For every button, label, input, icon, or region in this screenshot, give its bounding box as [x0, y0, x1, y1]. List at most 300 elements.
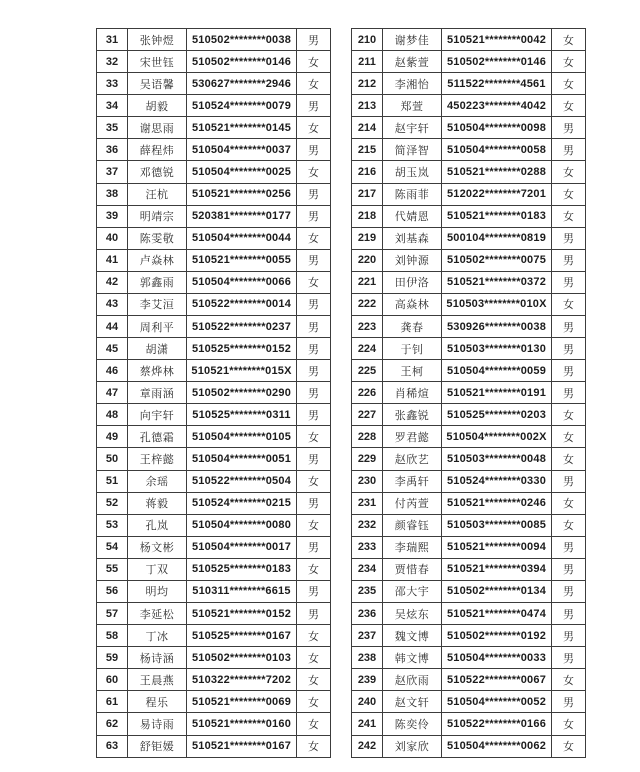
id-number: 510504********0080: [187, 514, 297, 536]
student-name: 谢思雨: [128, 117, 187, 139]
id-number: 510525********0167: [187, 625, 297, 647]
gender-value: 女: [552, 161, 586, 183]
table-row: [97, 448, 331, 470]
id-number: 511522********4561: [442, 73, 552, 95]
student-name: 张鑫锐: [383, 404, 442, 426]
student-name: 蔡烨林: [128, 360, 187, 382]
table-row: [97, 691, 331, 713]
row-number: 54: [97, 536, 128, 558]
row-number: 229: [352, 448, 383, 470]
student-name: 胡毅: [128, 95, 187, 117]
row-number: 236: [352, 603, 383, 625]
gender-value: 女: [552, 448, 586, 470]
id-number: 510524********0215: [187, 492, 297, 514]
row-number: 42: [97, 271, 128, 293]
gender-value: 男: [297, 536, 331, 558]
gender-value: 男: [552, 558, 586, 580]
id-number: 510502********0146: [442, 51, 552, 73]
id-number: 510322********7202: [187, 669, 297, 691]
row-number: 39: [97, 205, 128, 227]
row-number: 60: [97, 669, 128, 691]
table-row: [97, 227, 331, 249]
table-row: [352, 73, 586, 95]
gender-value: 女: [552, 514, 586, 536]
row-number: 211: [352, 51, 383, 73]
row-number: 43: [97, 293, 128, 315]
table-row: [352, 360, 586, 382]
student-name: 杨诗涵: [128, 647, 187, 669]
student-name: 罗君懿: [383, 426, 442, 448]
id-number: 510504********0033: [442, 647, 552, 669]
table-row: [352, 227, 586, 249]
id-number: 510502********0103: [187, 647, 297, 669]
student-name: 李艾洹: [128, 293, 187, 315]
student-name: 程乐: [128, 691, 187, 713]
gender-value: 女: [297, 647, 331, 669]
id-number: 520381********0177: [187, 205, 297, 227]
gender-value: 女: [297, 669, 331, 691]
row-number: 63: [97, 735, 128, 758]
student-name: 贾惜春: [383, 558, 442, 580]
gender-value: 男: [552, 338, 586, 360]
gender-value: 女: [297, 227, 331, 249]
student-name: 易诗雨: [128, 713, 187, 735]
row-number: 224: [352, 338, 383, 360]
student-name: 龚春: [383, 316, 442, 338]
row-number: 61: [97, 691, 128, 713]
id-number: 510521********0394: [442, 558, 552, 580]
row-number: 234: [352, 558, 383, 580]
id-number: 510521********0183: [442, 205, 552, 227]
student-name: 王柯: [383, 360, 442, 382]
id-number: 510522********0237: [187, 316, 297, 338]
roster-table-left: [96, 28, 331, 758]
roster-tables-container: [96, 28, 586, 758]
table-row: [97, 360, 331, 382]
student-name: 吴语馨: [128, 73, 187, 95]
student-name: 于钊: [383, 338, 442, 360]
gender-value: 男: [552, 470, 586, 492]
row-number: 223: [352, 316, 383, 338]
gender-value: 男: [552, 316, 586, 338]
gender-value: 女: [552, 735, 586, 758]
student-name: 李禹轩: [383, 470, 442, 492]
gender-value: 男: [552, 647, 586, 669]
table-row: [352, 647, 586, 669]
id-number: 510521********0152: [187, 603, 297, 625]
table-row: [97, 580, 331, 602]
student-name: 代婧恩: [383, 205, 442, 227]
table-row: [97, 338, 331, 360]
table-row: [97, 293, 331, 315]
table-row: [352, 448, 586, 470]
gender-value: 男: [552, 382, 586, 404]
gender-value: 男: [297, 580, 331, 602]
table-row: [352, 316, 586, 338]
table-row: [352, 29, 586, 51]
table-row: [352, 691, 586, 713]
id-number: 510502********0134: [442, 580, 552, 602]
table-row: [352, 95, 586, 117]
id-number: 510504********0037: [187, 139, 297, 161]
row-number: 45: [97, 338, 128, 360]
row-number: 37: [97, 161, 128, 183]
roster-table-right: [351, 28, 586, 758]
student-name: 简泽智: [383, 139, 442, 161]
table-row: [97, 29, 331, 51]
table-row: [97, 625, 331, 647]
table-row: [97, 382, 331, 404]
student-name: 周利平: [128, 316, 187, 338]
student-name: 赵文轩: [383, 691, 442, 713]
id-number: 510502********0192: [442, 625, 552, 647]
row-number: 213: [352, 95, 383, 117]
gender-value: 女: [297, 470, 331, 492]
gender-value: 男: [297, 139, 331, 161]
gender-value: 女: [552, 492, 586, 514]
id-number: 510521********015X: [187, 360, 297, 382]
id-number: 510504********0062: [442, 735, 552, 758]
table-row: [352, 713, 586, 735]
gender-value: 女: [552, 404, 586, 426]
row-number: 44: [97, 316, 128, 338]
gender-value: 男: [297, 95, 331, 117]
table-row: [97, 316, 331, 338]
table-row: [97, 735, 331, 758]
id-number: 510504********0059: [442, 360, 552, 382]
row-number: 40: [97, 227, 128, 249]
student-name: 王梓懿: [128, 448, 187, 470]
row-number: 231: [352, 492, 383, 514]
id-number: 510521********0372: [442, 271, 552, 293]
id-number: 510521********0167: [187, 735, 297, 758]
gender-value: 女: [297, 713, 331, 735]
id-number: 510525********0203: [442, 404, 552, 426]
table-row: [352, 293, 586, 315]
row-number: 47: [97, 382, 128, 404]
gender-value: 男: [297, 316, 331, 338]
student-name: 孔岚: [128, 514, 187, 536]
id-number: 510503********010X: [442, 293, 552, 315]
gender-value: 女: [297, 625, 331, 647]
student-name: 蒋毅: [128, 492, 187, 514]
gender-value: 女: [552, 95, 586, 117]
table-row: [352, 338, 586, 360]
row-number: 227: [352, 404, 383, 426]
table-row: [97, 95, 331, 117]
id-number: 510311********6615: [187, 580, 297, 602]
id-number: 510521********0069: [187, 691, 297, 713]
id-number: 510521********0094: [442, 536, 552, 558]
student-name: 陈奕伶: [383, 713, 442, 735]
gender-value: 女: [297, 558, 331, 580]
student-name: 丁冰: [128, 625, 187, 647]
id-number: 510504********0025: [187, 161, 297, 183]
gender-value: 男: [552, 227, 586, 249]
table-row: [352, 205, 586, 227]
student-name: 胡潇: [128, 338, 187, 360]
id-number: 510521********0160: [187, 713, 297, 735]
student-name: 舒钜媛: [128, 735, 187, 758]
gender-value: 男: [297, 205, 331, 227]
id-number: 510522********0504: [187, 470, 297, 492]
row-number: 55: [97, 558, 128, 580]
table-row: [97, 514, 331, 536]
row-number: 48: [97, 404, 128, 426]
id-number: 510522********0014: [187, 293, 297, 315]
table-row: [352, 536, 586, 558]
student-name: 刘钟源: [383, 249, 442, 271]
row-number: 240: [352, 691, 383, 713]
row-number: 235: [352, 580, 383, 602]
row-number: 32: [97, 51, 128, 73]
id-number: 510521********0256: [187, 183, 297, 205]
gender-value: 女: [297, 51, 331, 73]
gender-value: 女: [552, 29, 586, 51]
id-number: 530926********0038: [442, 316, 552, 338]
row-number: 34: [97, 95, 128, 117]
gender-value: 女: [552, 293, 586, 315]
table-row: [97, 73, 331, 95]
student-name: 邵大宇: [383, 580, 442, 602]
row-number: 33: [97, 73, 128, 95]
gender-value: 女: [552, 183, 586, 205]
table-row: [352, 735, 586, 758]
table-row: [97, 558, 331, 580]
student-name: 韩文博: [383, 647, 442, 669]
row-number: 226: [352, 382, 383, 404]
gender-value: 男: [297, 249, 331, 271]
id-number: 510502********0290: [187, 382, 297, 404]
table-row: [97, 426, 331, 448]
gender-value: 男: [297, 603, 331, 625]
gender-value: 男: [552, 271, 586, 293]
table-row: [97, 404, 331, 426]
gender-value: 女: [297, 271, 331, 293]
student-name: 赵欣艺: [383, 448, 442, 470]
table-row: [352, 161, 586, 183]
table-row: [97, 139, 331, 161]
row-number: 242: [352, 735, 383, 758]
student-name: 张钟煜: [128, 29, 187, 51]
gender-value: 男: [552, 625, 586, 647]
gender-value: 男: [552, 249, 586, 271]
table-row: [97, 647, 331, 669]
id-number: 510525********0152: [187, 338, 297, 360]
id-number: 510522********0166: [442, 713, 552, 735]
id-number: 510521********0055: [187, 249, 297, 271]
id-number: 510504********0044: [187, 227, 297, 249]
row-number: 237: [352, 625, 383, 647]
student-name: 邓德锐: [128, 161, 187, 183]
id-number: 510504********0105: [187, 426, 297, 448]
student-name: 明靖宗: [128, 205, 187, 227]
row-number: 58: [97, 625, 128, 647]
row-number: 41: [97, 249, 128, 271]
id-number: 510521********0191: [442, 382, 552, 404]
row-number: 241: [352, 713, 383, 735]
table-row: [97, 470, 331, 492]
gender-value: 男: [297, 29, 331, 51]
id-number: 510525********0183: [187, 558, 297, 580]
id-number: 510502********0075: [442, 249, 552, 271]
student-name: 陈雯敬: [128, 227, 187, 249]
table-row: [97, 183, 331, 205]
id-number: 530627********2946: [187, 73, 297, 95]
row-number: 216: [352, 161, 383, 183]
gender-value: 女: [297, 691, 331, 713]
id-number: 510502********0038: [187, 29, 297, 51]
row-number: 219: [352, 227, 383, 249]
id-number: 510504********002X: [442, 426, 552, 448]
table-row: [97, 492, 331, 514]
student-name: 李瑞熙: [383, 536, 442, 558]
table-row: [97, 161, 331, 183]
table-row: [352, 183, 586, 205]
id-number: 510521********0145: [187, 117, 297, 139]
gender-value: 女: [552, 51, 586, 73]
table-row: [352, 271, 586, 293]
row-number: 238: [352, 647, 383, 669]
gender-value: 男: [552, 117, 586, 139]
student-name: 章雨涵: [128, 382, 187, 404]
table-row: [352, 625, 586, 647]
id-number: 510504********0098: [442, 117, 552, 139]
gender-value: 女: [297, 426, 331, 448]
student-name: 陈雨菲: [383, 183, 442, 205]
table-row: [97, 51, 331, 73]
row-number: 220: [352, 249, 383, 271]
gender-value: 男: [297, 183, 331, 205]
row-number: 214: [352, 117, 383, 139]
gender-value: 男: [297, 360, 331, 382]
id-number: 510522********0067: [442, 669, 552, 691]
id-number: 510521********0246: [442, 492, 552, 514]
student-name: 王晨燕: [128, 669, 187, 691]
id-number: 510503********0085: [442, 514, 552, 536]
row-number: 233: [352, 536, 383, 558]
gender-value: 女: [297, 514, 331, 536]
row-number: 56: [97, 580, 128, 602]
gender-value: 男: [552, 536, 586, 558]
gender-value: 女: [297, 117, 331, 139]
id-number: 510521********0474: [442, 603, 552, 625]
id-number: 510524********0330: [442, 470, 552, 492]
gender-value: 女: [297, 735, 331, 758]
row-number: 218: [352, 205, 383, 227]
row-number: 230: [352, 470, 383, 492]
id-number: 510521********0288: [442, 161, 552, 183]
row-number: 228: [352, 426, 383, 448]
gender-value: 女: [297, 161, 331, 183]
student-name: 汪杭: [128, 183, 187, 205]
student-name: 卢焱林: [128, 249, 187, 271]
table-row: [352, 492, 586, 514]
row-number: 51: [97, 470, 128, 492]
student-name: 明均: [128, 580, 187, 602]
table-row: [97, 713, 331, 735]
student-name: 丁双: [128, 558, 187, 580]
student-name: 薛程炜: [128, 139, 187, 161]
row-number: 217: [352, 183, 383, 205]
student-name: 刘基森: [383, 227, 442, 249]
table-row: [97, 271, 331, 293]
gender-value: 男: [297, 448, 331, 470]
student-name: 高焱林: [383, 293, 442, 315]
gender-value: 男: [552, 691, 586, 713]
table-row: [352, 669, 586, 691]
gender-value: 女: [552, 669, 586, 691]
gender-value: 男: [297, 404, 331, 426]
row-number: 50: [97, 448, 128, 470]
gender-value: 女: [552, 426, 586, 448]
student-name: 肖稀煊: [383, 382, 442, 404]
row-number: 62: [97, 713, 128, 735]
gender-value: 男: [297, 338, 331, 360]
id-number: 510524********0079: [187, 95, 297, 117]
row-number: 222: [352, 293, 383, 315]
table-row: [97, 669, 331, 691]
student-name: 李延松: [128, 603, 187, 625]
table-row: [352, 51, 586, 73]
student-name: 付芮萱: [383, 492, 442, 514]
student-name: 吴炫东: [383, 603, 442, 625]
table-row: [352, 580, 586, 602]
gender-value: 男: [297, 293, 331, 315]
id-number: 510504********0017: [187, 536, 297, 558]
id-number: 510504********0051: [187, 448, 297, 470]
table-row: [352, 117, 586, 139]
id-number: 510502********0146: [187, 51, 297, 73]
student-name: 赵宇轩: [383, 117, 442, 139]
student-name: 魏文博: [383, 625, 442, 647]
row-number: 232: [352, 514, 383, 536]
gender-value: 女: [297, 73, 331, 95]
table-row: [352, 470, 586, 492]
table-row: [97, 536, 331, 558]
table-row: [352, 249, 586, 271]
gender-value: 女: [552, 713, 586, 735]
id-number: 510503********0048: [442, 448, 552, 470]
student-name: 郭鑫雨: [128, 271, 187, 293]
student-name: 赵紫萱: [383, 51, 442, 73]
id-number: 510504********0058: [442, 139, 552, 161]
table-row: [97, 249, 331, 271]
gender-value: 男: [552, 603, 586, 625]
id-number: 510525********0311: [187, 404, 297, 426]
row-number: 215: [352, 139, 383, 161]
row-number: 212: [352, 73, 383, 95]
row-number: 35: [97, 117, 128, 139]
table-row: [352, 382, 586, 404]
row-number: 59: [97, 647, 128, 669]
row-number: 221: [352, 271, 383, 293]
row-number: 31: [97, 29, 128, 51]
id-number: 510521********0042: [442, 29, 552, 51]
student-name: 杨文彬: [128, 536, 187, 558]
id-number: 510504********0052: [442, 691, 552, 713]
student-name: 赵欣雨: [383, 669, 442, 691]
table-row: [352, 404, 586, 426]
student-name: 田伊洛: [383, 271, 442, 293]
row-number: 38: [97, 183, 128, 205]
table-row: [352, 603, 586, 625]
row-number: 36: [97, 139, 128, 161]
gender-value: 女: [552, 205, 586, 227]
row-number: 53: [97, 514, 128, 536]
student-name: 宋世钰: [128, 51, 187, 73]
gender-value: 男: [552, 360, 586, 382]
